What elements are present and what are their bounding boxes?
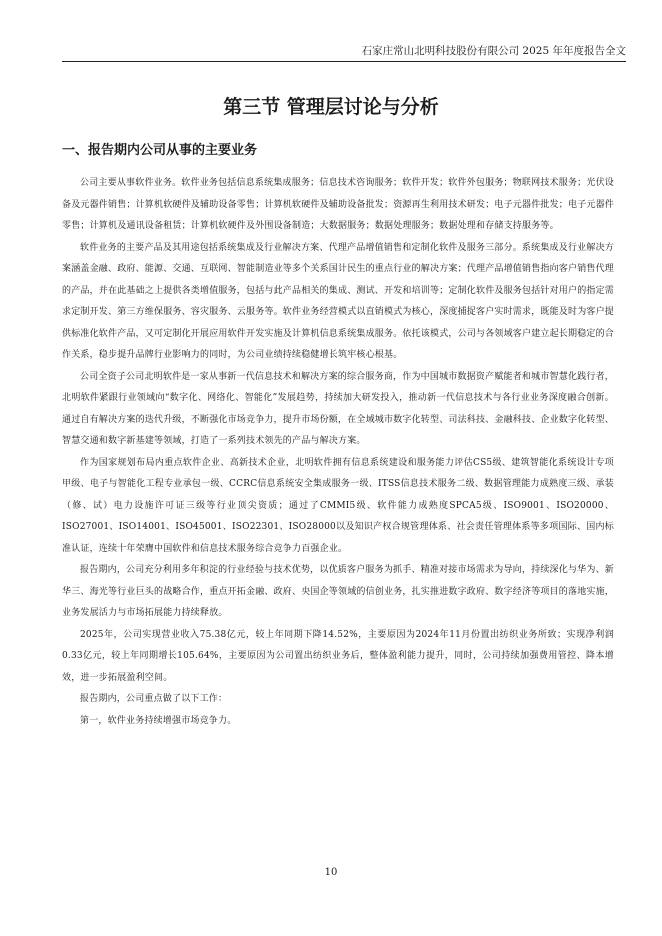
paragraph-financials: 2025年，公司实现营业收入75.38亿元，较上年同期下降14.52%，主要原因为2024年11月份置出纺织业务所致；实现净利润0.33亿元，较上年同期增长105.64%，主要原因为公司置出纺织业务后，整体盈利能力提升，同时，公司持续加强费用管控、降本增效，进一步拓展盈利空间。 [62, 629, 614, 683]
page-header: 石家庄常山北明科技股份有限公司 2025 年年度报告全文 [361, 45, 626, 57]
paragraph-qualifications: 作为国家规划布局内重点软件企业、高新技术企业，北明软件拥有信息系统建设和服务能力评估CS5级、建筑智能化系统设计专项甲级、电子与智能化工程专业承包一级、CCRC信息系统安全集成服务一级、ITSS信息技术服务二级、数据管理能力成熟度三级、承装（修、试）电力设施许可证三级等行业顶尖资质；通过了CMMI5级、软件能力成熟度SPCA5级、ISO9001、ISO20000、ISO27001、ISO14001、ISO45001、ISO22301、ISO28000以及知识产权合规管理体系、社会责任管理体系等多项国际、国内标准认证，连续十年荣膺中国软件和信息技术服务综合竞争力百强企业。 [62, 457, 614, 554]
body-text [62, 173, 614, 732]
paragraph-cooperation: 报告期内，公司充分利用多年积淀的行业经验与技术优势，以优质客户服务为抓手、精准对接市场需求为导向，持续深化与华为、新华三、海光等行业巨头的战略合作，重点开拓金融、政府、央国企等领域的信创业务，扎实推进数字政府、数字经济等项目的落地实施，业务发展活力与市场拓展能力持续释放。 [62, 565, 615, 618]
paragraph-products: 软件业务的主要产品及其用途包括系统集成及行业解决方案、代理产品增值销售和定制化软件及服务三部分。系统集成及行业解决方案涵盖金融、政府、能源、交通、互联网、智能制造业等多个关系国计民生的重点行业的解决方案；代理产品增值销售指向客户销售代理的产品，并在此基础之上提供各类增值服务，包括与此产品相关的集成、测试、开发和培训等；定制化软件及服务包括针对用户的指定需求定制开发、第三方维保服务、容灾服务、云服务等。软件业务经营模式以直销模式为核心，深度捕捉客户实时需求，既能及时为客户提供标准化软件产品，又可定制化开展应用软件开发实施及计算机信息系统集成服务。依托该模式，公司与各领域客户建立起长期稳定的合作关系，稳步提升品牌行业影响力的同时，为公司业绩持续稳健增长筑牢核心根基。 [62, 242, 615, 360]
page-number: 10 [324, 867, 338, 878]
heading-main-business: 一、报告期内公司从事的主要业务 [62, 143, 258, 158]
paragraph-work-intro: 报告期内，公司重点做了以下工作： [80, 694, 228, 704]
section-title: 第三节 管理层讨论与分析 [223, 96, 439, 118]
paragraph-business-scope: 公司主要从事软件业务。软件业务包括信息系统集成服务；信息技术咨询服务；软件开发；软件外包服务；物联网技术服务；光伏设备及元器件销售；计算机软硬件及辅助设备零售；计算机软硬件及辅助设备批发；资源再生利用技术研发；电子元器件批发；电子元器件零售；计算机及通讯设备租赁；计算机软硬件及外围设备制造；大数据服务；数据处理服务；数据处理和存储支持服务等。 [62, 178, 615, 231]
paragraph-beiming-software: 公司全资子公司北明软件是一家从事新一代信息技术和解决方案的综合服务商，作为中国城市数据资产赋能者和城市智慧化践行者，北明软件紧跟行业领域向“数字化、网络化、智能化”发展趋势，持续加大研发投入，推动新一代信息技术与各行业业务深度融合创新。通过自有解决方案的迭代升级，不断强化市场竞争力，提升市场份额，在全域城市数字化转型、司法科技、金融科技、企业数字化转型、智慧交通和数字新基建等领域，打造了一系列技术领先的产品与解决方案。 [62, 371, 615, 446]
paragraph-first-item: 第一，软件业务持续增强市场竞争力。 [80, 715, 237, 726]
header-divider [62, 61, 626, 62]
